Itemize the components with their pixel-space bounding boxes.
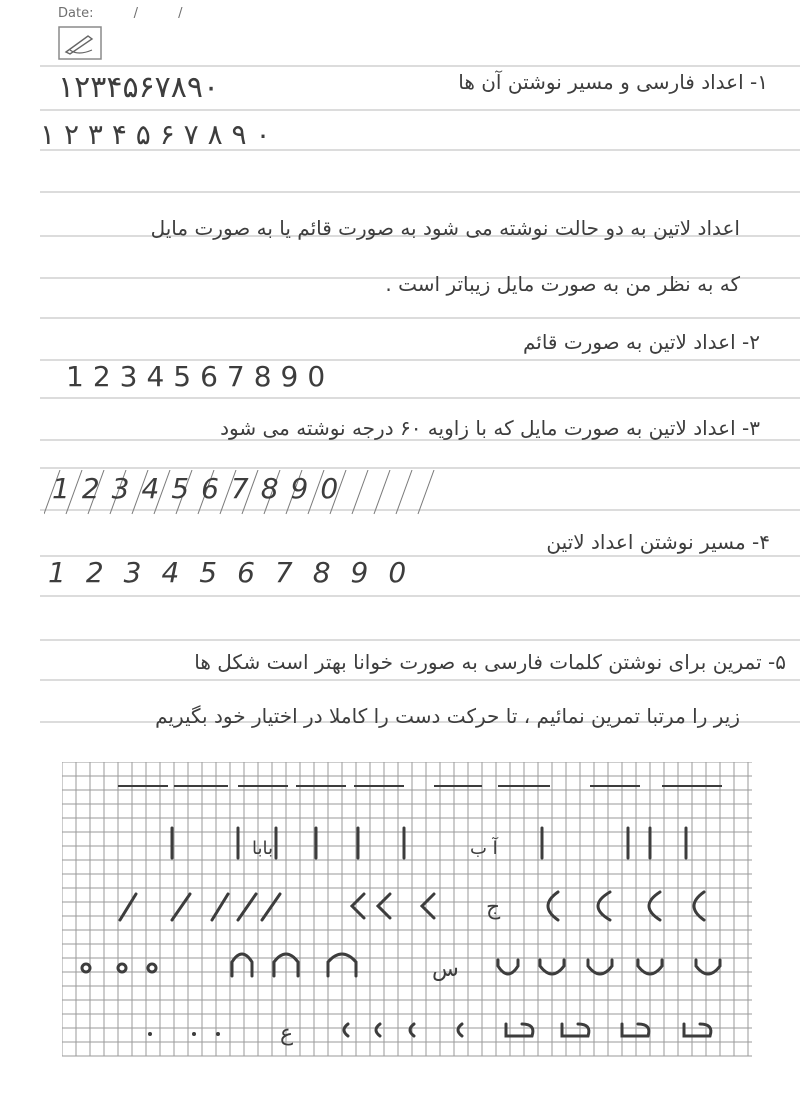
latin-stroke-digits: 1234567890 [48,556,427,589]
paragraph-line2: که به نظر من به صورت مایل زیباتر است . [385,272,740,296]
paragraph-line1: اعداد لاتین به دو حالت نوشته می شود به صورت قائم یا به صورت مایل [150,216,740,240]
grid-letters-alef-be: آ ب [470,838,498,859]
section4-heading: ۴- مسیر نوشتن اعداد لاتین [546,530,770,554]
practice-row-curves [82,954,720,976]
practice-row-small-curves [148,1024,711,1036]
grid-letter-sin: س [432,957,459,982]
pen-logo-icon [58,26,102,60]
section5-line1: ۵- تمرین برای نوشتن کلمات فارسی به صورت خوانا بهتر است شکل ها [194,650,786,674]
date-label: Date: [58,6,94,21]
practice-grid [62,762,752,1057]
section1-heading: ۱- اعداد فارسی و مسیر نوشتن آن ها [458,70,768,94]
grid-word-baba: بابا [252,838,273,859]
date-value: / / [133,6,201,21]
persian-digits-row: ۱۲۳۴۵۶۷۸۹۰ [58,70,220,105]
grid-letter-ein: ع [280,1021,294,1046]
section3-heading: ۳- اعداد لاتین به صورت مایل که با زاویه ۶۰ درجه نوشته می شود [220,416,760,440]
section5-line2: زیر را مرتبا تمرین نمائیم ، تا حرکت دست را کاملا در اختیار خود بگیریم [155,704,740,728]
grid-letter-jim: ج [486,895,501,920]
persian-stroke-digits: ۱ ۲ ۳ ۴ ۵ ۶ ۷ ۸ ۹ ۰ [40,118,271,151]
section2-heading: ۲- اعداد لاتین به صورت قائم [522,330,760,354]
upright-latin-digits: 1234567890 [66,360,335,393]
slanted-latin-digits: 1234567890 [52,472,351,505]
date-field [58,6,201,21]
